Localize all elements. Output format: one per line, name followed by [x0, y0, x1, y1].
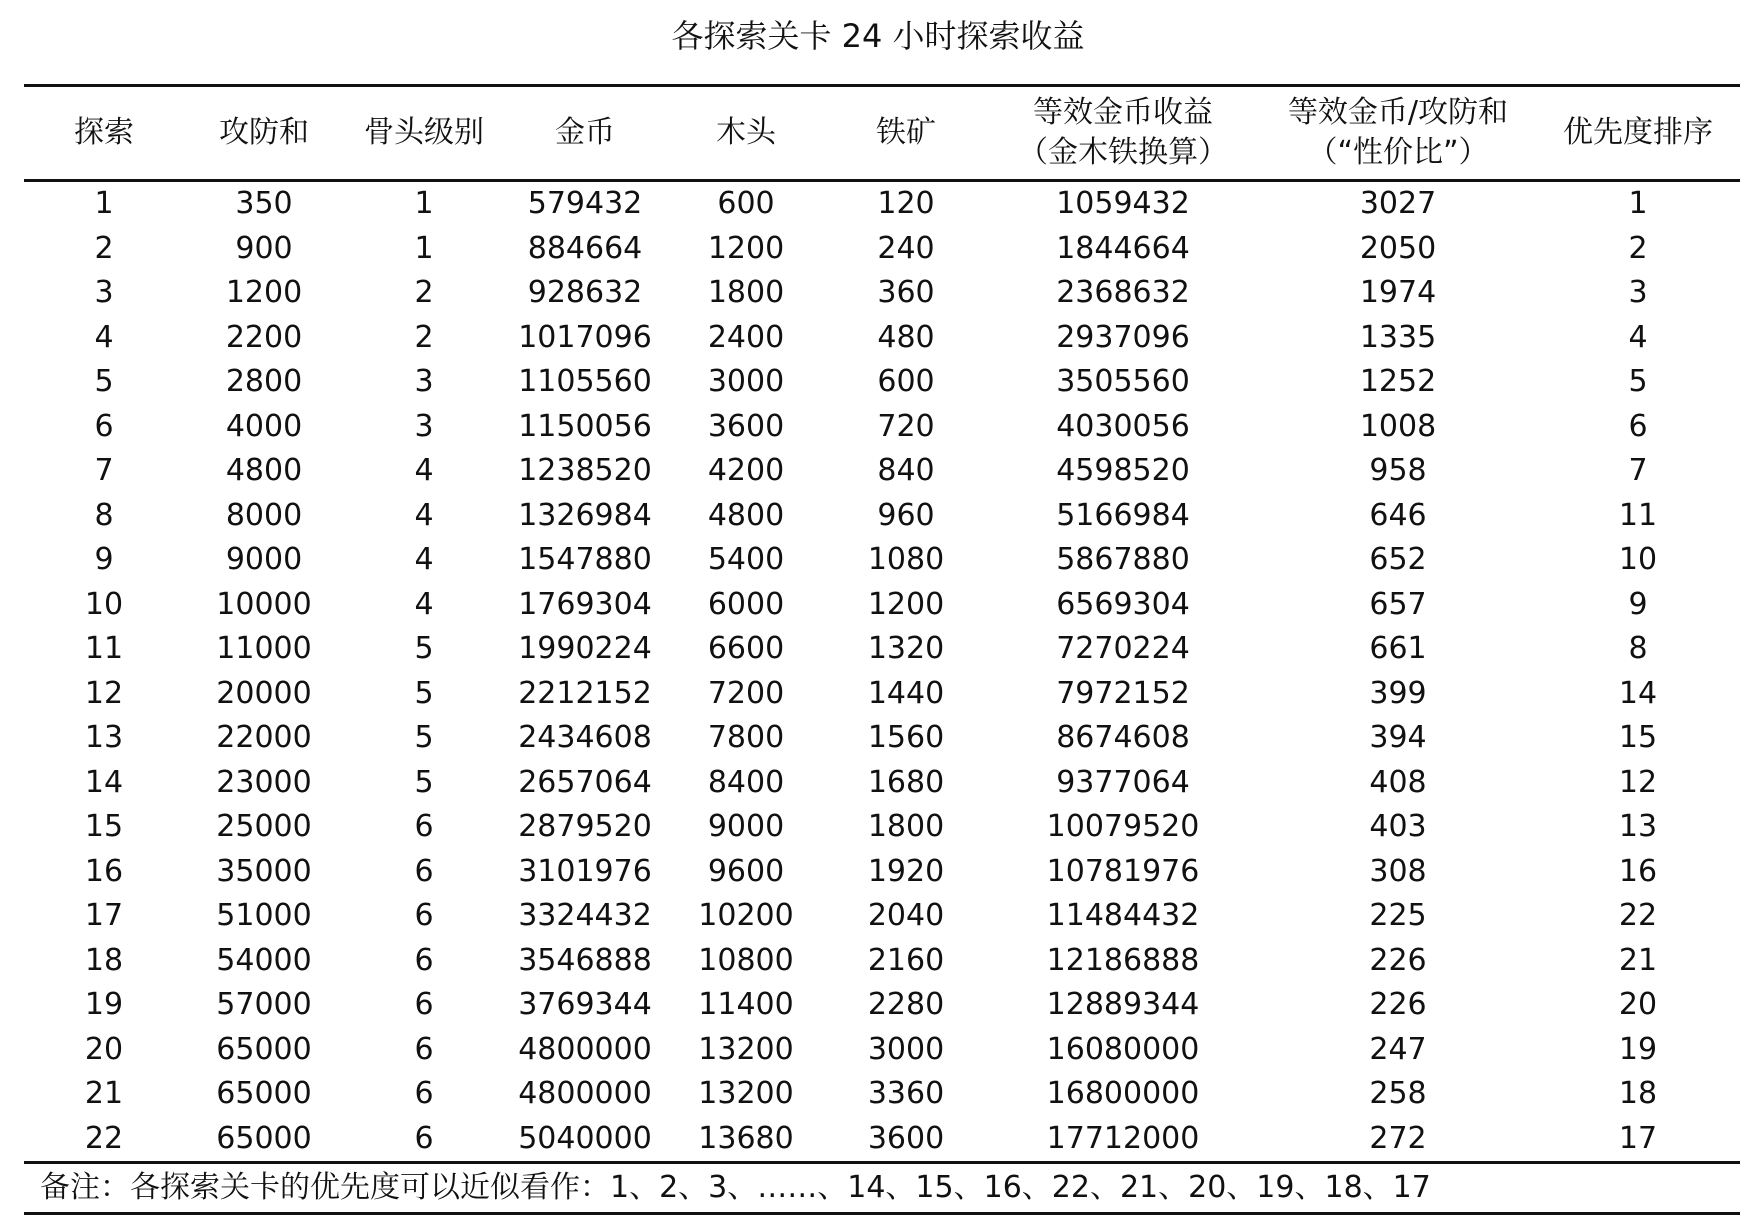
table-cell: 1200 — [867, 586, 945, 622]
table-row — [24, 939, 1740, 984]
table-cell: 3546888 — [518, 942, 652, 978]
table-cell: 10200 — [698, 898, 794, 933]
table-cell: 14 — [84, 764, 124, 800]
table-cell: 12 — [84, 675, 124, 711]
header-row — [24, 86, 1740, 181]
table-row — [24, 405, 1740, 450]
table-row — [24, 1072, 1740, 1117]
table-cell: 1320 — [867, 631, 945, 666]
table-cell: 3 — [1628, 275, 1648, 310]
table-cell: 2280 — [867, 987, 945, 1022]
table-cell: 2937096 — [1056, 319, 1190, 355]
table-cell: 2160 — [867, 942, 945, 978]
table-cell: 20 — [1618, 987, 1658, 1022]
table-row — [24, 538, 1740, 583]
table-cell: 5 — [94, 364, 114, 399]
table-cell: 2434608 — [518, 720, 652, 755]
table-cell: 8674608 — [1056, 720, 1190, 755]
table-cell: 6 — [414, 1076, 434, 1111]
column-header — [344, 86, 504, 181]
table-cell: 360 — [877, 275, 935, 310]
table-cell: 600 — [877, 364, 935, 399]
table-cell: 19 — [1618, 1031, 1658, 1067]
table-cell: 3000 — [707, 364, 785, 399]
table-cell: 6 — [414, 853, 434, 889]
table-cell: 51000 — [216, 898, 312, 933]
table-cell: 661 — [1369, 631, 1427, 666]
column-header-line: 探索 — [74, 115, 134, 150]
table-cell: 5 — [1628, 364, 1648, 399]
table-cell: 13680 — [666, 1117, 826, 1163]
table-cell: 1008 — [1359, 408, 1437, 444]
table-cell: 1252 — [1359, 364, 1437, 399]
table-cell: 5867880 — [1056, 542, 1190, 577]
table-cell: 2 — [1628, 230, 1648, 266]
table-cell: 408 — [1369, 764, 1427, 800]
table-cell: 960 — [877, 497, 935, 533]
column-header-line: 铁矿 — [876, 115, 936, 150]
table-cell: 57000 — [216, 987, 312, 1022]
table-cell: 1059432 — [1056, 186, 1190, 221]
table-cell: 13 — [84, 720, 124, 755]
table-cell: 4000 — [225, 408, 303, 444]
table-cell: 4 — [414, 586, 434, 622]
table-cell: 1560 — [867, 720, 945, 755]
table-cell: 226 — [1369, 942, 1427, 978]
table-cell: 17712000 — [986, 1117, 1260, 1163]
table-cell: 2400 — [707, 319, 785, 355]
table-cell: 4 — [414, 542, 434, 577]
table-cell: 579432 — [527, 186, 643, 221]
table-row — [24, 894, 1740, 939]
table-row — [24, 271, 1740, 316]
table-cell: 10800 — [698, 942, 794, 978]
table-cell: 884664 — [527, 230, 643, 266]
table-cell: 21 — [1618, 942, 1658, 978]
table-cell: 6000 — [707, 586, 785, 622]
table-cell: 25000 — [216, 809, 312, 844]
table-cell: 8 — [94, 497, 114, 533]
table-cell: 6 — [414, 1031, 434, 1067]
table-cell: 4030056 — [1056, 408, 1190, 444]
table-cell: 120 — [877, 186, 935, 221]
table-cell: 272 — [1260, 1117, 1536, 1163]
column-header-line: 等效金币/攻防和 — [1287, 95, 1509, 130]
table-row — [24, 449, 1740, 494]
table-cell: 22 — [1618, 898, 1658, 933]
table-cell: 1200 — [707, 230, 785, 266]
table-cell: 22000 — [216, 720, 312, 755]
table-cell: 2800 — [225, 364, 303, 399]
table-cell: 6 — [414, 942, 434, 978]
table-cell: 1800 — [707, 275, 785, 310]
table-cell: 3000 — [867, 1031, 945, 1067]
table-row — [24, 360, 1740, 405]
table-cell: 1200 — [225, 275, 303, 310]
table-cell: 1238520 — [518, 453, 652, 488]
table-cell: 6 — [344, 1117, 504, 1163]
table-row — [24, 716, 1740, 761]
table-cell: 13200 — [698, 1076, 794, 1111]
table-cell: 8000 — [225, 497, 303, 533]
table-cell: 15 — [1618, 720, 1658, 755]
table-cell: 4800000 — [518, 1031, 652, 1067]
table-cell: 399 — [1369, 675, 1427, 711]
table-cell: 600 — [717, 186, 775, 221]
table-cell: 4800 — [225, 453, 303, 488]
table-row — [24, 583, 1740, 628]
table-cell: 20 — [84, 1031, 124, 1067]
table-cell: 2 — [414, 275, 434, 310]
table-cell: 308 — [1369, 853, 1427, 889]
exploration-table — [24, 84, 1740, 1215]
table-cell: 5166984 — [1056, 497, 1190, 533]
table-cell: 2212152 — [518, 675, 652, 711]
table-cell: 54000 — [216, 942, 312, 978]
table-cell: 4 — [1628, 319, 1648, 355]
table-cell: 7800 — [707, 720, 785, 755]
table-cell: 1547880 — [518, 542, 652, 577]
table-body — [24, 181, 1740, 1163]
table-cell: 2050 — [1359, 230, 1437, 266]
table-title: 各探索关卡 24 小时探索收益 — [671, 17, 1085, 55]
table-cell: 900 — [235, 230, 293, 266]
table-cell: 5 — [414, 631, 434, 666]
table-cell: 9 — [94, 542, 114, 577]
table-cell: 657 — [1369, 586, 1427, 622]
table-row — [24, 805, 1740, 850]
table-cell: 5 — [414, 675, 434, 711]
column-header-line: 金币 — [555, 115, 615, 150]
column-header — [1536, 86, 1740, 181]
table-cell: 1680 — [867, 764, 945, 800]
table-cell: 4598520 — [1056, 453, 1190, 488]
table-cell: 403 — [1369, 809, 1427, 844]
column-header — [184, 86, 344, 181]
table-cell: 18 — [1618, 1076, 1658, 1111]
table-cell: 350 — [235, 186, 293, 221]
table-cell: 7200 — [707, 675, 785, 711]
table-cell: 3 — [414, 364, 434, 399]
table-cell: 7972152 — [1056, 675, 1190, 711]
table-cell: 226 — [1369, 987, 1427, 1022]
table-row — [24, 316, 1740, 361]
column-header-line: 骨头级别 — [364, 115, 484, 150]
table-cell: 6600 — [707, 631, 785, 666]
table-cell: 3505560 — [1056, 364, 1190, 399]
table-cell: 16080000 — [1046, 1031, 1200, 1067]
table-cell: 2368632 — [1056, 275, 1190, 310]
table-cell: 6 — [414, 809, 434, 844]
column-header — [504, 86, 666, 181]
table-cell: 11400 — [698, 987, 794, 1022]
table-cell: 16 — [84, 853, 124, 889]
table-cell: 1920 — [867, 853, 945, 889]
table-cell: 3600 — [707, 408, 785, 444]
table-row — [24, 181, 1740, 227]
table-cell: 11484432 — [1046, 898, 1200, 933]
table-cell: 7 — [1628, 453, 1648, 488]
table-cell: 4800 — [707, 497, 785, 533]
table-cell: 2879520 — [518, 809, 652, 844]
table-cell: 2200 — [225, 319, 303, 355]
table-cell: 12 — [1618, 764, 1658, 800]
column-header-line: 木头 — [716, 115, 776, 150]
table-cell: 4 — [94, 319, 114, 355]
table-cell: 17 — [84, 898, 124, 933]
table-cell: 15 — [84, 809, 124, 844]
table-row — [24, 227, 1740, 272]
table-cell: 6 — [414, 898, 434, 933]
table-cell: 480 — [877, 319, 935, 355]
table-cell: 9000 — [225, 542, 303, 577]
table-cell: 8 — [1628, 631, 1648, 666]
table-cell: 10 — [84, 586, 124, 622]
table-cell: 13200 — [698, 1031, 794, 1067]
table-row — [24, 494, 1740, 539]
table-cell: 1105560 — [518, 364, 652, 399]
table-cell: 3324432 — [518, 898, 652, 933]
table-cell: 4 — [414, 497, 434, 533]
table-cell: 3 — [414, 408, 434, 444]
table-cell: 3027 — [1359, 186, 1437, 221]
table-cell: 1 — [414, 186, 434, 221]
table-cell: 5 — [414, 764, 434, 800]
table-cell: 10781976 — [1046, 853, 1200, 889]
table-cell: 1080 — [867, 542, 945, 577]
table-cell: 3360 — [867, 1076, 945, 1111]
column-header — [1260, 86, 1536, 181]
table-cell: 1974 — [1359, 275, 1437, 310]
table-cell: 5400 — [707, 542, 785, 577]
table-cell: 720 — [877, 408, 935, 444]
table-cell: 1017096 — [518, 319, 652, 355]
table-cell: 65000 — [216, 1031, 312, 1067]
column-header — [986, 86, 1260, 181]
table-cell: 9377064 — [1056, 764, 1190, 800]
column-header — [666, 86, 826, 181]
table-cell: 5 — [414, 720, 434, 755]
table-cell: 1326984 — [518, 497, 652, 533]
table-cell: 12186888 — [1046, 942, 1200, 978]
table-cell: 6 — [414, 987, 434, 1022]
table-cell: 394 — [1369, 720, 1427, 755]
table-cell: 1 — [414, 230, 434, 266]
table-cell: 16 — [1618, 853, 1658, 889]
table-cell: 11000 — [216, 631, 312, 666]
table-cell: 840 — [877, 453, 935, 488]
table-row — [24, 761, 1740, 806]
table-cell: 16800000 — [1046, 1076, 1200, 1111]
table-cell: 1844664 — [1056, 230, 1190, 266]
table-cell: 1150056 — [518, 408, 652, 444]
table-cell: 11 — [84, 631, 124, 666]
table-cell: 65000 — [184, 1117, 344, 1163]
table-cell: 240 — [877, 230, 935, 266]
table-cell: 6 — [94, 408, 114, 444]
table-cell: 9600 — [707, 853, 785, 889]
table-cell: 1769304 — [518, 586, 652, 622]
column-header-line: （“性价比”） — [1307, 135, 1489, 170]
table-row — [24, 1117, 1740, 1163]
table-cell: 1440 — [867, 675, 945, 711]
table-cell: 958 — [1369, 453, 1427, 488]
table-cell: 247 — [1369, 1031, 1427, 1067]
table-cell: 21 — [84, 1076, 124, 1111]
table-cell: 8400 — [707, 764, 785, 800]
note-row — [24, 1163, 1740, 1214]
table-cell: 23000 — [216, 764, 312, 800]
table-cell: 22 — [24, 1117, 184, 1163]
table-cell: 3101976 — [518, 853, 652, 889]
table-cell: 20000 — [216, 675, 312, 711]
table-row — [24, 627, 1740, 672]
table-cell: 9 — [1628, 586, 1648, 622]
table-cell: 225 — [1369, 898, 1427, 933]
table-cell: 11 — [1618, 497, 1658, 533]
table-cell: 646 — [1369, 497, 1427, 533]
table-cell: 10 — [1618, 542, 1658, 577]
column-header-line: （金木铁换算） — [1018, 135, 1228, 170]
table-cell: 4800000 — [518, 1076, 652, 1111]
table-cell: 13 — [1618, 809, 1658, 844]
table-cell: 65000 — [216, 1076, 312, 1111]
table-cell: 17 — [1536, 1117, 1740, 1163]
table-cell: 9000 — [707, 809, 785, 844]
table-cell: 3769344 — [518, 987, 652, 1022]
table-cell: 7 — [94, 453, 114, 488]
table-cell: 5040000 — [504, 1117, 666, 1163]
column-header-line: 优先度排序 — [1563, 115, 1713, 150]
table-cell: 12889344 — [1046, 987, 1200, 1022]
table-row — [24, 672, 1740, 717]
table-cell: 1800 — [867, 809, 945, 844]
table-cell: 1 — [94, 186, 114, 221]
table-cell: 4200 — [707, 453, 785, 488]
table-row — [24, 850, 1740, 895]
table-cell: 10079520 — [1046, 809, 1200, 844]
table-cell: 6 — [1628, 408, 1648, 444]
table-cell: 1990224 — [518, 631, 652, 666]
table-cell: 2 — [414, 319, 434, 355]
table-cell: 1 — [1628, 186, 1648, 221]
table-cell: 2657064 — [518, 764, 652, 800]
table-cell: 258 — [1369, 1076, 1427, 1111]
table-cell: 2 — [94, 230, 114, 266]
table-note: 备注：各探索关卡的优先度可以近似看作：1、2、3、……、14、15、16、22、21、20、19、18、17 — [24, 1163, 1740, 1214]
table-cell: 3600 — [826, 1117, 986, 1163]
table-row — [24, 983, 1740, 1028]
column-header — [24, 86, 184, 181]
table-cell: 6569304 — [1056, 586, 1190, 622]
table-cell: 19 — [84, 987, 124, 1022]
table-cell: 7270224 — [1056, 631, 1190, 666]
table-cell: 652 — [1369, 542, 1427, 577]
table-cell: 14 — [1618, 675, 1658, 711]
column-header-line: 等效金币收益 — [1033, 95, 1213, 130]
table-cell: 928632 — [527, 275, 643, 310]
table-cell: 18 — [84, 942, 124, 978]
table-cell: 4 — [414, 453, 434, 488]
column-header — [826, 86, 986, 181]
table-cell: 1335 — [1359, 319, 1437, 355]
table-cell: 2040 — [867, 898, 945, 933]
column-header-line: 攻防和 — [219, 115, 309, 150]
table-cell: 35000 — [216, 853, 312, 889]
table-cell: 3 — [94, 275, 114, 310]
table-cell: 10000 — [216, 586, 312, 622]
table-row — [24, 1028, 1740, 1073]
